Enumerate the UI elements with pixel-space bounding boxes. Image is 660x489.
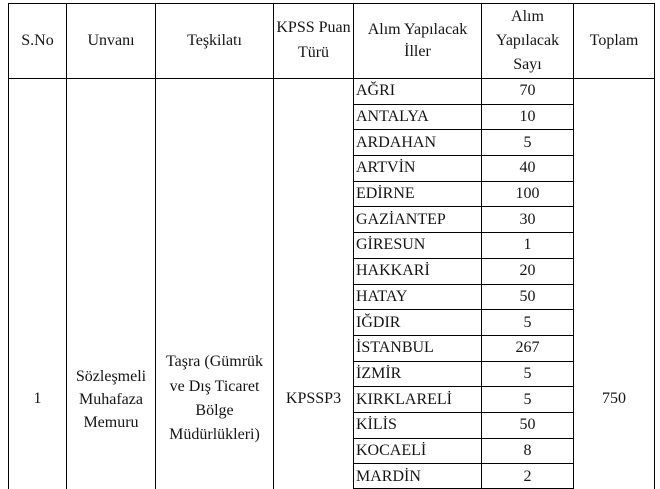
province-cell: ARDAHAN <box>354 130 481 155</box>
count-cell: 40 <box>482 156 573 181</box>
count-cell: 8 <box>482 439 573 464</box>
count-cell: 70 <box>482 79 573 104</box>
header-sno: S.No <box>9 4 66 78</box>
count-cell: 5 <box>482 310 573 335</box>
province-cell: HAKKARİ <box>354 259 481 284</box>
header-alim-yapilacak-sayi: Alım Yapılacak Sayı <box>482 4 573 78</box>
count-cell: 5 <box>482 362 573 387</box>
count-cell: 5 <box>482 130 573 155</box>
header-alim-yapilacak-iller: Alım Yapılacak İller <box>354 4 481 78</box>
province-cell: HATAY <box>354 285 481 310</box>
province-cell: ARTVİN <box>354 156 481 181</box>
count-cell: 50 <box>482 285 573 310</box>
count-cell: 2 <box>482 464 573 489</box>
province-cell: KOCAELİ <box>354 439 481 464</box>
province-cell: MARDİN <box>354 464 481 489</box>
province-cell: GİRESUN <box>354 233 481 258</box>
count-cell: 50 <box>482 413 573 438</box>
cell-kpss-puan-turu: KPSSP3 <box>274 79 353 489</box>
province-cell: İZMİR <box>354 362 481 387</box>
header-kpss-puan-turu: KPSS Puan Türü <box>274 4 353 78</box>
province-cell: AĞRI <box>354 79 481 104</box>
count-cell: 267 <box>482 336 573 361</box>
count-cell: 5 <box>482 387 573 412</box>
cell-sno: 1 <box>9 79 66 489</box>
header-unvan: Unvanı <box>67 4 155 78</box>
province-cell: KIRKLARELİ <box>354 387 481 412</box>
count-cell: 100 <box>482 182 573 207</box>
count-cell: 1 <box>482 233 573 258</box>
province-cell: GAZİANTEP <box>354 207 481 232</box>
count-cell: 10 <box>482 105 573 130</box>
province-cell: KİLİS <box>354 413 481 438</box>
province-cell: ANTALYA <box>354 105 481 130</box>
count-cell: 30 <box>482 207 573 232</box>
count-cell: 20 <box>482 259 573 284</box>
province-cell: IĞDIR <box>354 310 481 335</box>
cell-teskilat: Taşra (Gümrük ve Dış Ticaret Bölge Müdürlükleri) <box>156 79 273 489</box>
header-toplam: Toplam <box>574 4 654 78</box>
header-teskilat: Teşkilatı <box>156 4 273 78</box>
cell-toplam: 750 <box>574 79 654 489</box>
recruitment-table <box>8 3 655 489</box>
cell-unvan: Sözleşmeli Muhafaza Memuru <box>67 79 155 489</box>
province-cell: EDİRNE <box>354 182 481 207</box>
province-cell: İSTANBUL <box>354 336 481 361</box>
